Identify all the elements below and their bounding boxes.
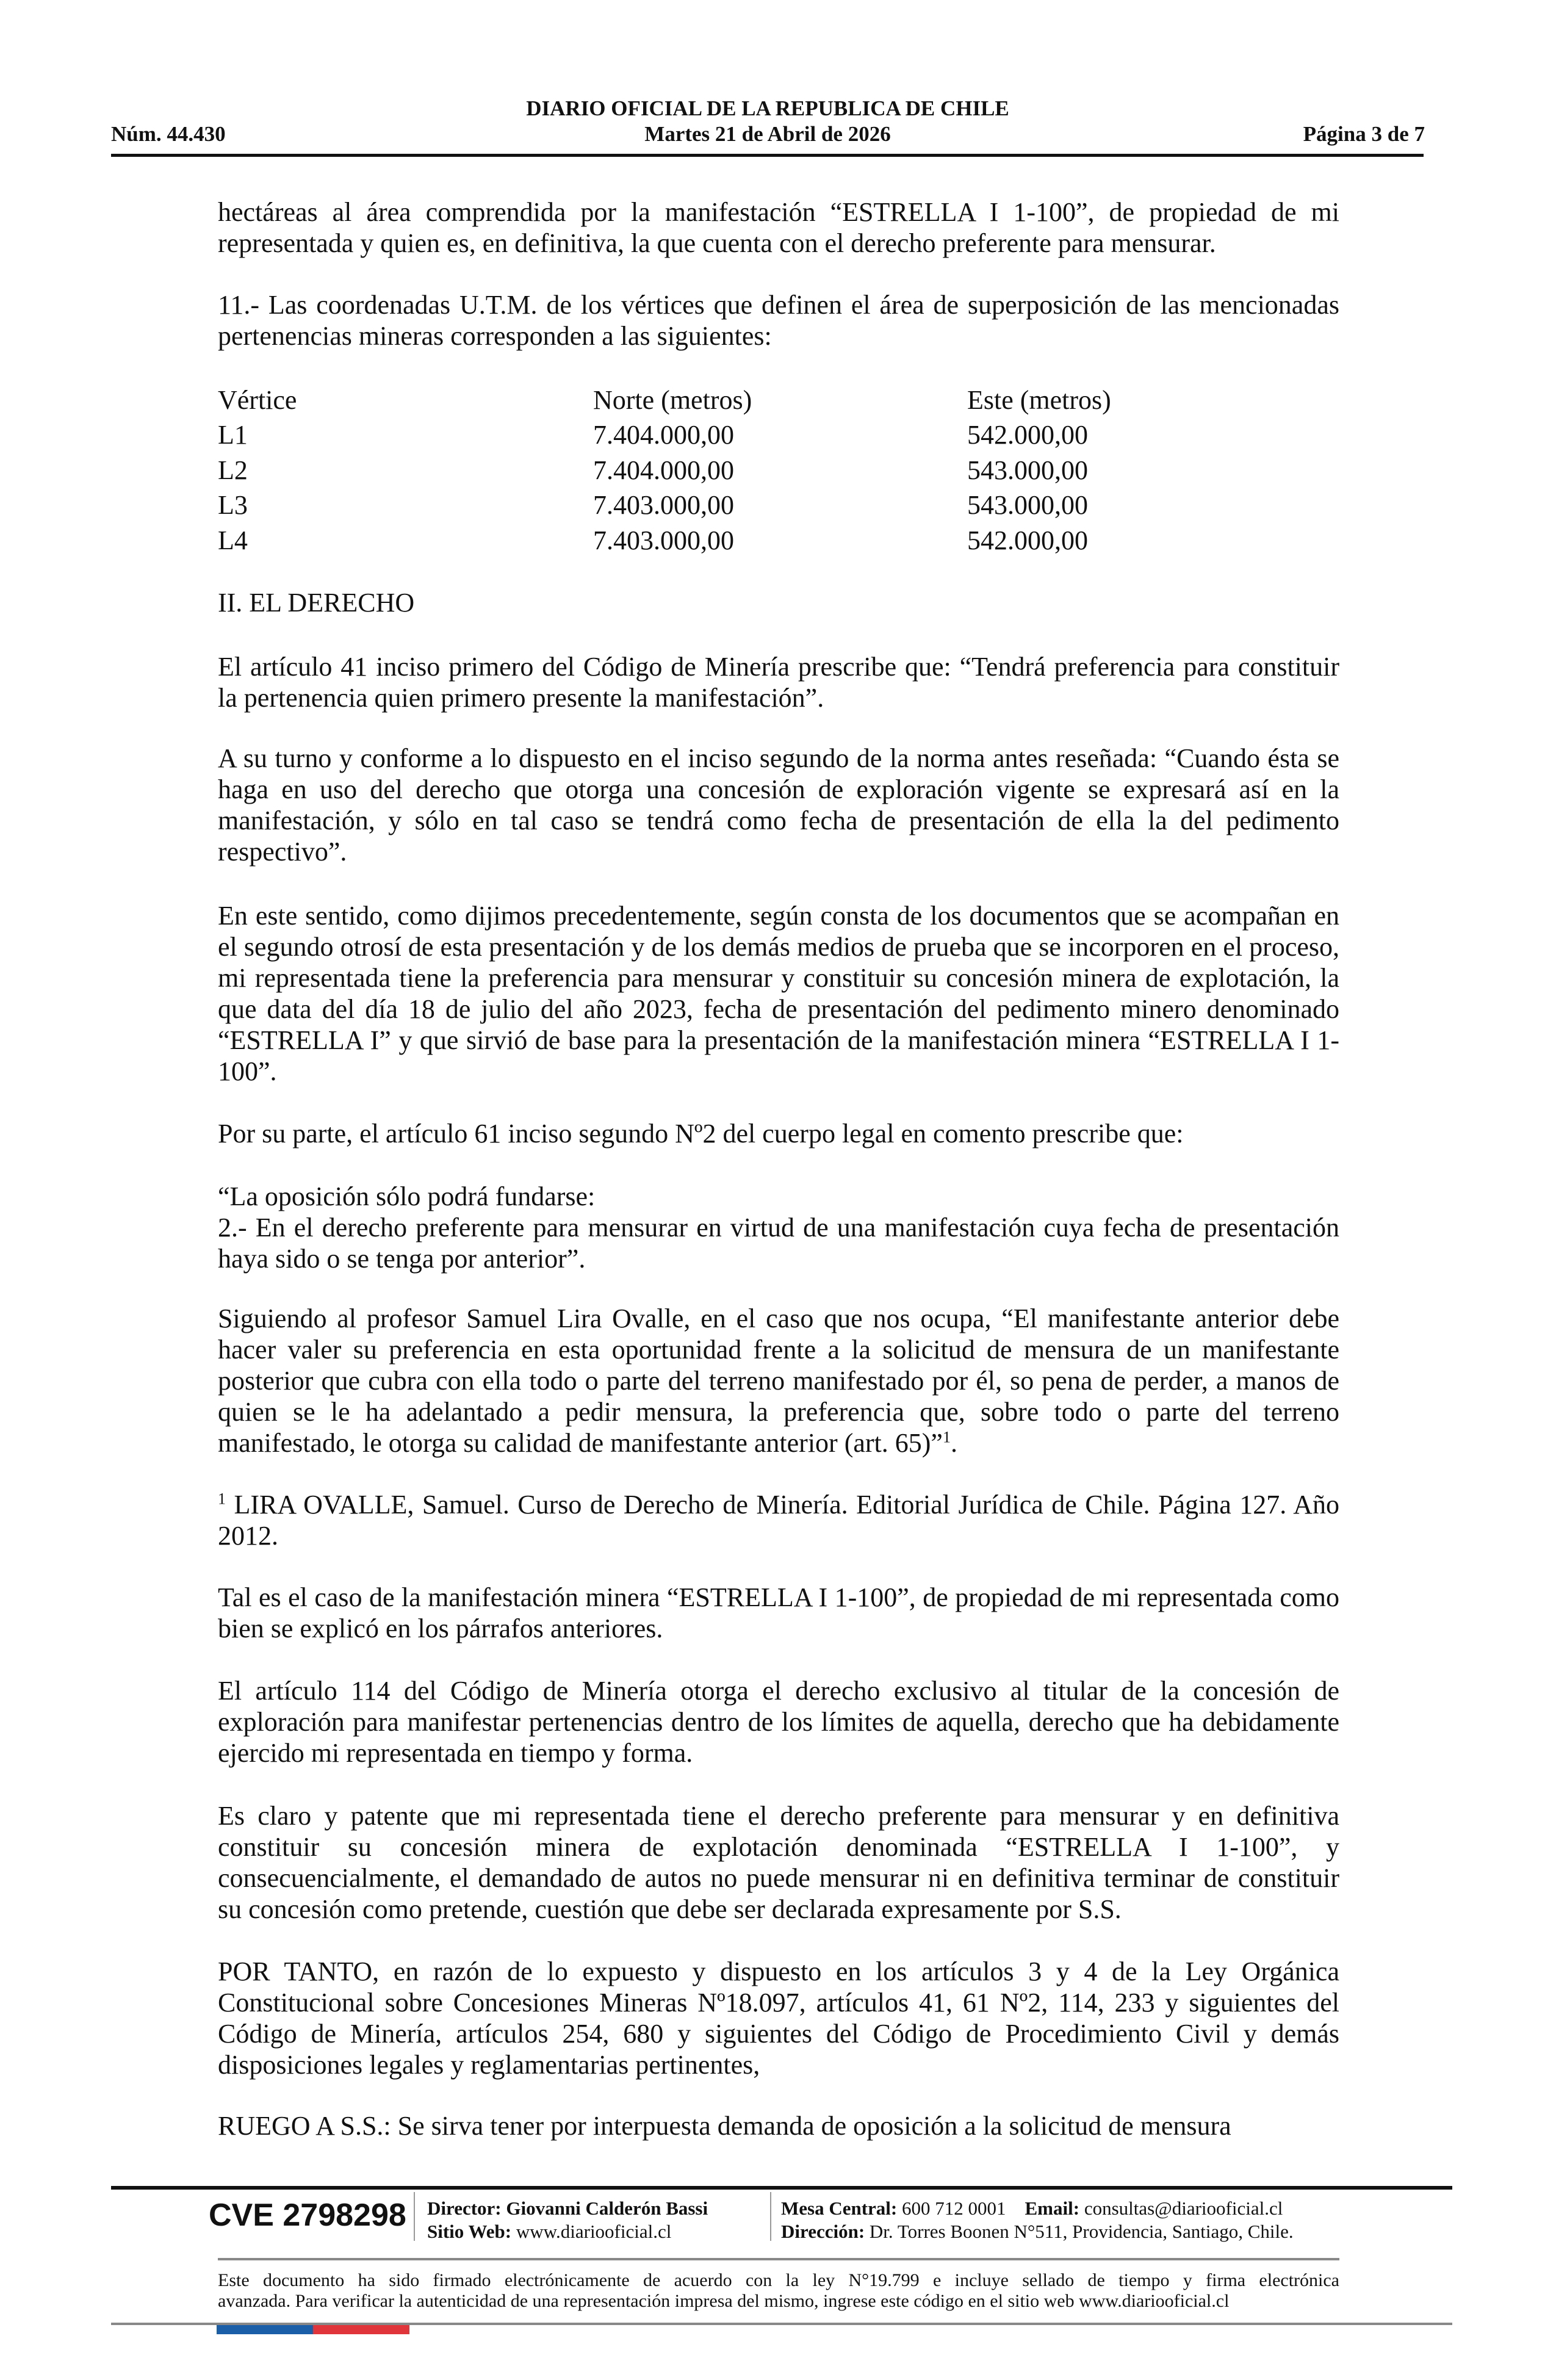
disclaimer-line-2: avanzada. Para verificar la autenticidad de una representación impresa del mismo, ingrese este código en el sitio web www.diariooficial.cl bbox=[218, 2291, 1230, 2311]
address-info bbox=[781, 2220, 1294, 2243]
website-link[interactable]: www.diariooficial.cl bbox=[511, 2221, 672, 2242]
table-cell: 7.403.000,00 bbox=[593, 525, 734, 555]
paragraph: RUEGO A S.S.: Se sirva tener por interpuesta demanda de oposición a la solicitud de mensura bbox=[218, 2111, 1231, 2141]
table-cell: 543.000,00 bbox=[967, 490, 1088, 520]
header-divider bbox=[111, 154, 1424, 157]
quote-intro: “La oposición sólo podrá fundarse: bbox=[218, 1181, 596, 1211]
website-label: Sitio Web: bbox=[427, 2221, 512, 2242]
flag-stripe-blue bbox=[217, 2325, 313, 2334]
footer-separator bbox=[414, 2192, 415, 2241]
footer-inner-divider bbox=[218, 2258, 1339, 2260]
newspaper-title: DIARIO OFICIAL DE LA REPUBLICA DE CHILE bbox=[526, 96, 1009, 120]
paragraph: El artículo 41 inciso primero del Código de Minería prescribe que: “Tendrá preferencia para constituir la pertenencia quien primero presente la manifestación”. bbox=[218, 652, 1339, 713]
paragraph-end: . bbox=[950, 1428, 957, 1458]
table-header: Este (metros) bbox=[967, 385, 1111, 415]
paragraph bbox=[218, 1303, 1339, 1459]
address-text: Dr. Torres Boonen N°511, Providencia, Santiago, Chile. bbox=[865, 2221, 1294, 2242]
cve-code: CVE 2798298 bbox=[209, 2198, 406, 2233]
contact-info bbox=[781, 2197, 1283, 2220]
paragraph: hectáreas al área comprendida por la manifestación “ESTRELLA I 1-100”, de propiedad de mi representada y quien es, en definitiva, la que cuenta con el derecho preferente para mensurar. bbox=[218, 197, 1339, 258]
director-name: Giovanni Calderón Bassi bbox=[501, 2198, 708, 2219]
table-cell: 7.403.000,00 bbox=[593, 490, 734, 520]
table-cell: 542.000,00 bbox=[967, 525, 1088, 555]
table-cell: L1 bbox=[218, 420, 248, 450]
table-header: Norte (metros) bbox=[593, 385, 752, 415]
phone-label: Mesa Central: bbox=[781, 2198, 898, 2219]
director-info bbox=[427, 2197, 708, 2220]
table-cell: L4 bbox=[218, 525, 248, 555]
paragraph: En este sentido, como dijimos precedentemente, según consta de los documentos que se acompañan en el segundo otrosí de esta presentación y de los demás medios de prueba que se incorporen en el proceso, mi representada tiene la preferencia para mensurar y constituir su concesión minera de explotación, la que data del día 18 de julio del año 2023, fecha de presentación del pedimento minero denominado “ESTRELLA I” y que sirvió de base para la presentación de la manifestación minera “ESTRELLA I 1-100”. bbox=[218, 901, 1339, 1086]
phone-number: 600 712 0001 bbox=[897, 2198, 1006, 2219]
footnote-text: LIRA OVALLE, Samuel. Curso de Derecho de Minería. Editorial Jurídica de Chile. Página 127. Año 2012. bbox=[218, 1490, 1339, 1551]
issue-number: Núm. 44.430 bbox=[111, 122, 226, 146]
table-cell: L2 bbox=[218, 455, 248, 485]
issue-date: Martes 21 de Abril de 2026 bbox=[644, 122, 891, 146]
page-number: Página 3 de 7 bbox=[1303, 122, 1425, 146]
paragraph: 11.- Las coordenadas U.T.M. de los vértices que definen el área de superposición de las mencionadas pertenencias mineras corresponden a las siguientes: bbox=[218, 290, 1339, 351]
email-link[interactable]: consultas@diariooficial.cl bbox=[1079, 2198, 1283, 2219]
website-info bbox=[427, 2220, 671, 2243]
footer-separator bbox=[770, 2192, 771, 2241]
disclaimer-line-1: Este documento ha sido firmado electrónicamente de acuerdo con la ley N°19.799 e incluye sellado de tiempo y firma electrónica bbox=[218, 2270, 1339, 2290]
section-heading: II. EL DERECHO bbox=[218, 588, 415, 618]
table-cell: 543.000,00 bbox=[967, 455, 1088, 485]
footnote-mark: 1 bbox=[218, 1490, 226, 1508]
table-cell: 7.404.000,00 bbox=[593, 455, 734, 485]
flag-stripe-red bbox=[313, 2325, 409, 2334]
paragraph: POR TANTO, en razón de lo expuesto y dispuesto en los artículos 3 y 4 de la Ley Orgánica Constitucional sobre Concesiones Mineras Nº18.097, artículos 41, 61 Nº2, 114, 233 y siguientes del Código de Minería, artículos 254, 680 y siguientes del Código de Procedimiento Civil y demás disposiciones legales y reglamentarias pertinentes, bbox=[218, 1956, 1339, 2080]
paragraph-text: Siguiendo al profesor Samuel Lira Ovalle, en el caso que nos ocupa, “El manifestante anterior debe hacer valer su preferencia en esta oportunidad frente a la solicitud de mensura de un manifestante posterior que cubra con ella todo o parte del terreno manifestado por él, so pena de perder, a manos de quien se le ha adelantado a pedir mensura, la preferencia que, sobre todo o parte del terreno manifestado, le otorga su calidad de manifestante anterior (art. 65)” bbox=[218, 1304, 1339, 1458]
paragraph: A su turno y conforme a lo dispuesto en el inciso segundo de la norma antes reseñada: “Cuando ésta se haga en uso del derecho que otorga una concesión de exploración vigente se expresará así en la manifestación, y sólo en tal caso se tendrá como fecha de presentación de ella la del pedimento respectivo”. bbox=[218, 743, 1339, 867]
table-cell: 542.000,00 bbox=[967, 420, 1088, 450]
footer-divider bbox=[111, 2186, 1452, 2190]
quote-body: 2.- En el derecho preferente para mensurar en virtud de una manifestación cuya fecha de presentación haya sido o se tenga por anterior”. bbox=[218, 1213, 1339, 1274]
paragraph: El artículo 114 del Código de Minería otorga el derecho exclusivo al titular de la concesión de exploración para manifestar pertenencias dentro de los límites de aquella, derecho que ha debidamente ejercido mi representada en tiempo y forma. bbox=[218, 1676, 1339, 1768]
paragraph: Es claro y patente que mi representada tiene el derecho preferente para mensurar y en definitiva constituir su concesión minera de explotación denominada “ESTRELLA I 1-100”, y consecuencialmente, el demandado de autos no puede mensurar ni en definitiva terminar de constituir su concesión como pretende, cuestión que debe ser declarada expresamente por S.S. bbox=[218, 1801, 1339, 1924]
table-cell: L3 bbox=[218, 490, 248, 520]
table-cell: 7.404.000,00 bbox=[593, 420, 734, 450]
footnote-reference: 1 bbox=[942, 1428, 951, 1446]
paragraph: Tal es el caso de la manifestación minera “ESTRELLA I 1-100”, de propiedad de mi representada como bien se explicó en los párrafos anteriores. bbox=[218, 1582, 1339, 1643]
table-header: Vértice bbox=[218, 385, 297, 415]
footnote bbox=[218, 1489, 1339, 1551]
director-label: Director: bbox=[427, 2198, 502, 2219]
email-label: Email: bbox=[1025, 2198, 1080, 2219]
paragraph: Por su parte, el artículo 61 inciso segundo Nº2 del cuerpo legal en comento prescribe que: bbox=[218, 1119, 1184, 1149]
address-label: Dirección: bbox=[781, 2221, 865, 2242]
